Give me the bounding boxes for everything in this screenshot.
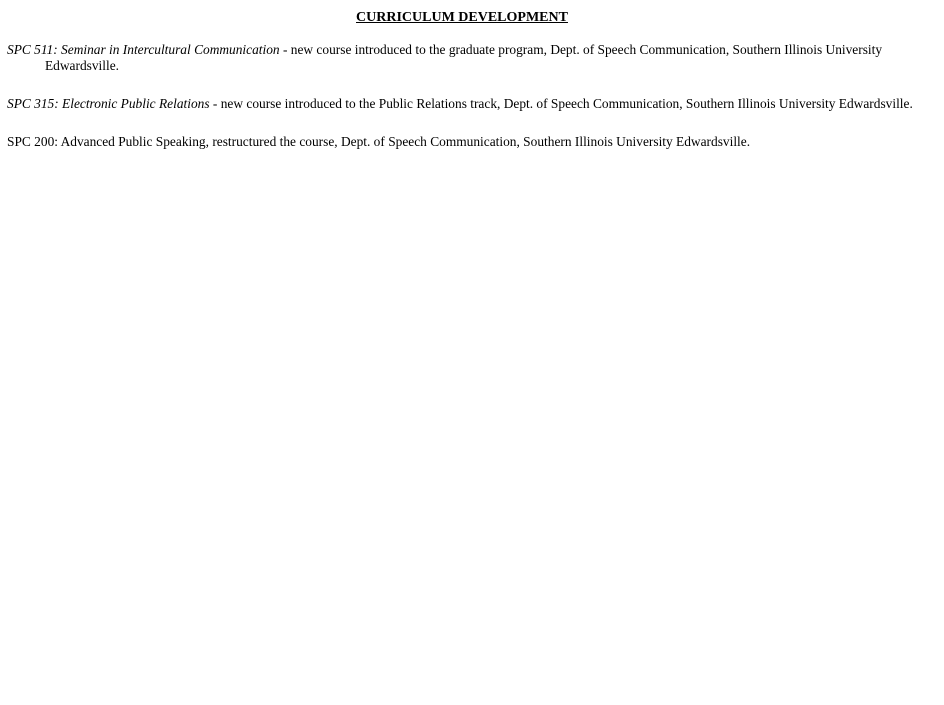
course-title: SPC 315: Electronic Public Relations <box>7 96 210 111</box>
curriculum-entry-spc-511 <box>7 42 937 74</box>
section-title: CURRICULUM DEVELOPMENT <box>356 10 568 25</box>
curriculum-entry-spc-200 <box>7 134 937 150</box>
course-description: - new course introduced to the Public Relations track, Dept. of Speech Communication, Southern Illinois University Edwardsville. <box>209 96 913 111</box>
course-description: - new course introduced to the graduate program, Dept. of Speech Communication, Southern Illinois University Edwardsville. <box>45 42 883 73</box>
course-description: SPC 200: Advanced Public Speaking, restructured the course, Dept. of Speech Communication, Southern Illinois University Edwardsville. <box>7 134 751 149</box>
course-title: SPC 511: Seminar in Intercultural Communication <box>7 42 280 57</box>
curriculum-list <box>7 42 937 172</box>
curriculum-entry-spc-315 <box>7 96 937 112</box>
